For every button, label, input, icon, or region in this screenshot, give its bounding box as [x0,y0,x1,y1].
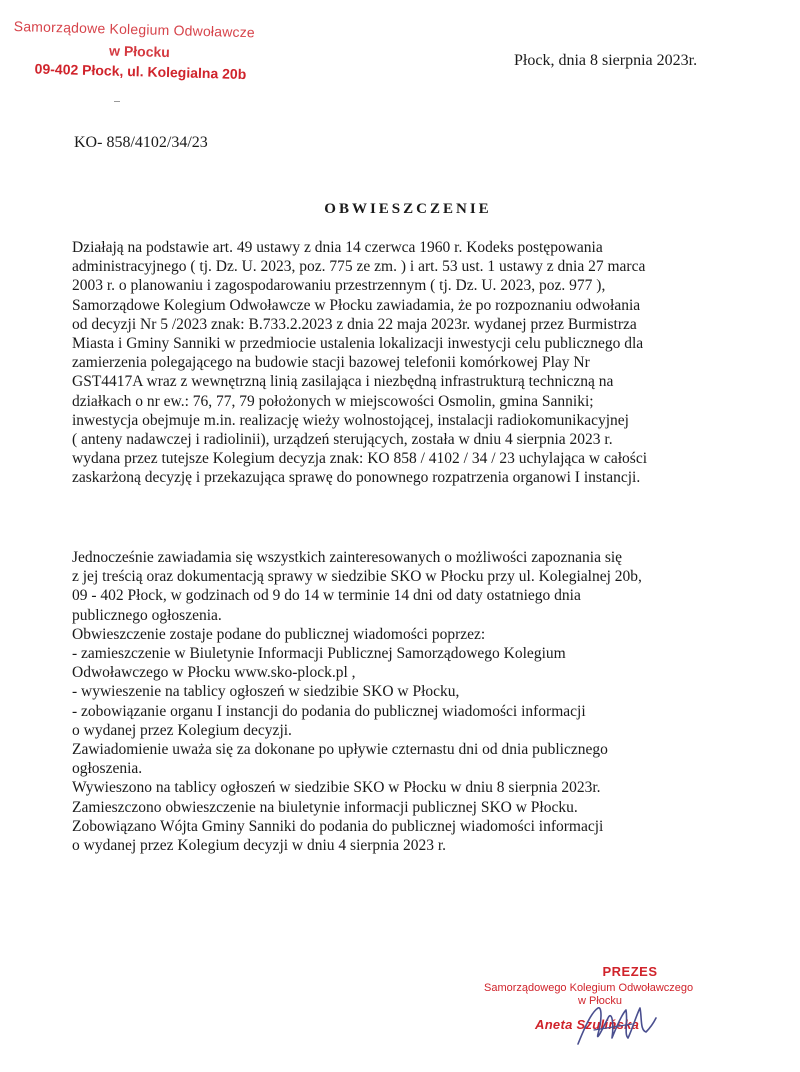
text-line: - zobowiązanie organu I instancji do podania do publicznej wiadomości informacji [72,702,586,720]
paragraph-notice [72,548,772,855]
text-line: Zobowiązano Wójta Gminy Sanniki do podania do publicznej wiadomości informacji [72,817,604,835]
text-line: zaskarżoną decyzję i przekazująca sprawę do ponownego rozpatrzenia organowi I instancji. [72,469,641,487]
text-line: GST4417A wraz z wewnętrzną linią zasilająca i niezbędną infrastrukturą techniczną na [72,373,614,391]
text-line: Jednocześnie zawiadamia się wszystkich zainteresowanych o możliwości zapoznania się [72,549,623,566]
text-line: publicznego ogłoszenia. [72,606,222,624]
text-line: od decyzji Nr 5 /2023 znak: B.733.2.2023 z dnia 22 maja 2023r. wydanej przez Burmistrza [72,315,637,333]
reference-number: KO- 858/4102/34/23 [74,134,208,151]
place-date: Płock, dnia 8 sierpnia 2023r. [514,52,698,69]
text-line: Odwoławczego w Płocku www.sko-plock.pl , [72,664,356,682]
text-line: 09 - 402 Płock, w godzinach od 9 do 14 w terminie 14 dni od daty ostatniego dnia [72,587,581,605]
text-line: - zamieszczenie w Biuletynie Informacji Publicznej Samorządowego Kolegium [72,645,566,663]
handwritten-signature [572,994,662,1054]
text-line: 2003 r. o planowaniu i zagospodarowaniu przestrzennym ( tj. Dz. U. 2023, poz. 977 ), [72,277,606,295]
stamp-line-address: 09-402 Płock, ul. Kolegialna 20b [34,60,247,83]
text-line: Miasta i Gminy Sanniki w przedmiocie ustalenia lokalizacji inwestycji celu publicznego dla [72,335,644,353]
text-line: Obwieszczenie zostaje podane do publicznej wiadomości poprzez: [72,625,486,643]
text-line: inwestycja obejmuje m.in. realizację wieży wolnostojącej, instalacji radiokomunikacyjnej [72,411,629,429]
text-line: wydana przez tutejsze Kolegium decyzja znak: KO 858 / 4102 / 34 / 23 uchylająca w całości [72,450,648,468]
paragraph-decision [72,238,772,488]
stamp-role: PREZES [602,964,658,979]
text-line: o wydanej przez Kolegium decyzji w dniu 4 sierpnia 2023 r. [72,837,447,855]
stamp-line-city: w Płocku [108,42,171,61]
stamp-signatory-name: Aneta Szulińska [535,1017,640,1032]
text-line: Zawiadomienie uważa się za dokonane po upływie czternastu dni od dnia publicznego [72,741,608,759]
document-title: OBWIESZCZENIE [324,201,492,217]
text-line: zamierzenia polegającego na budowie stacji bazowej telefonii komórkowej Play Nr [72,354,590,372]
text-line: ogłoszenia. [72,760,143,778]
text-line: administracyjnego ( tj. Dz. U. 2023, poz. 775 ze zm. ) i art. 53 ust. 1 ustawy z dnia 27 marca [72,258,646,276]
text-line: ( anteny nadawczej i radiolinii), urządzeń sterujących, została w dniu 4 sierpnia 2023 r. [72,431,613,449]
text-line: Działają na podstawie art. 49 ustawy z dnia 14 czerwca 1960 r. Kodeks postępowania [72,239,603,256]
office-stamp [12,18,273,83]
text-line: - wywieszenie na tablicy ogłoszeń w siedzibie SKO w Płocku, [72,683,460,701]
stamp-line-name: Samorządowe Kolegium Odwoławcze [13,18,256,41]
stamp-mark [114,101,120,102]
text-line: Zamieszczono obwieszczenie na biuletynie informacji publicznej SKO w Płocku. [72,798,578,816]
stamp-city: w Płocku [578,995,623,1007]
text-line: działkach o nr ew.: 76, 77, 79 położonych w miejscowości Osmolin, gmina Sanniki; [72,392,594,410]
text-line: Wywieszono na tablicy ogłoszeń w siedzibie SKO w Płocku w dniu 8 sierpnia 2023r. [72,779,601,797]
text-line: z jej treścią oraz dokumentacją sprawy w siedzibie SKO w Płocku przy ul. Kolegialnej 20b, [72,568,642,586]
text-line: Samorządowe Kolegium Odwoławcze w Płocku zawiadamia, że po rozpoznaniu odwołania [72,296,641,314]
stamp-organization: Samorządowego Kolegium Odwoławczego [484,982,694,994]
text-line: o wydanej przez Kolegium decyzji. [72,721,292,739]
